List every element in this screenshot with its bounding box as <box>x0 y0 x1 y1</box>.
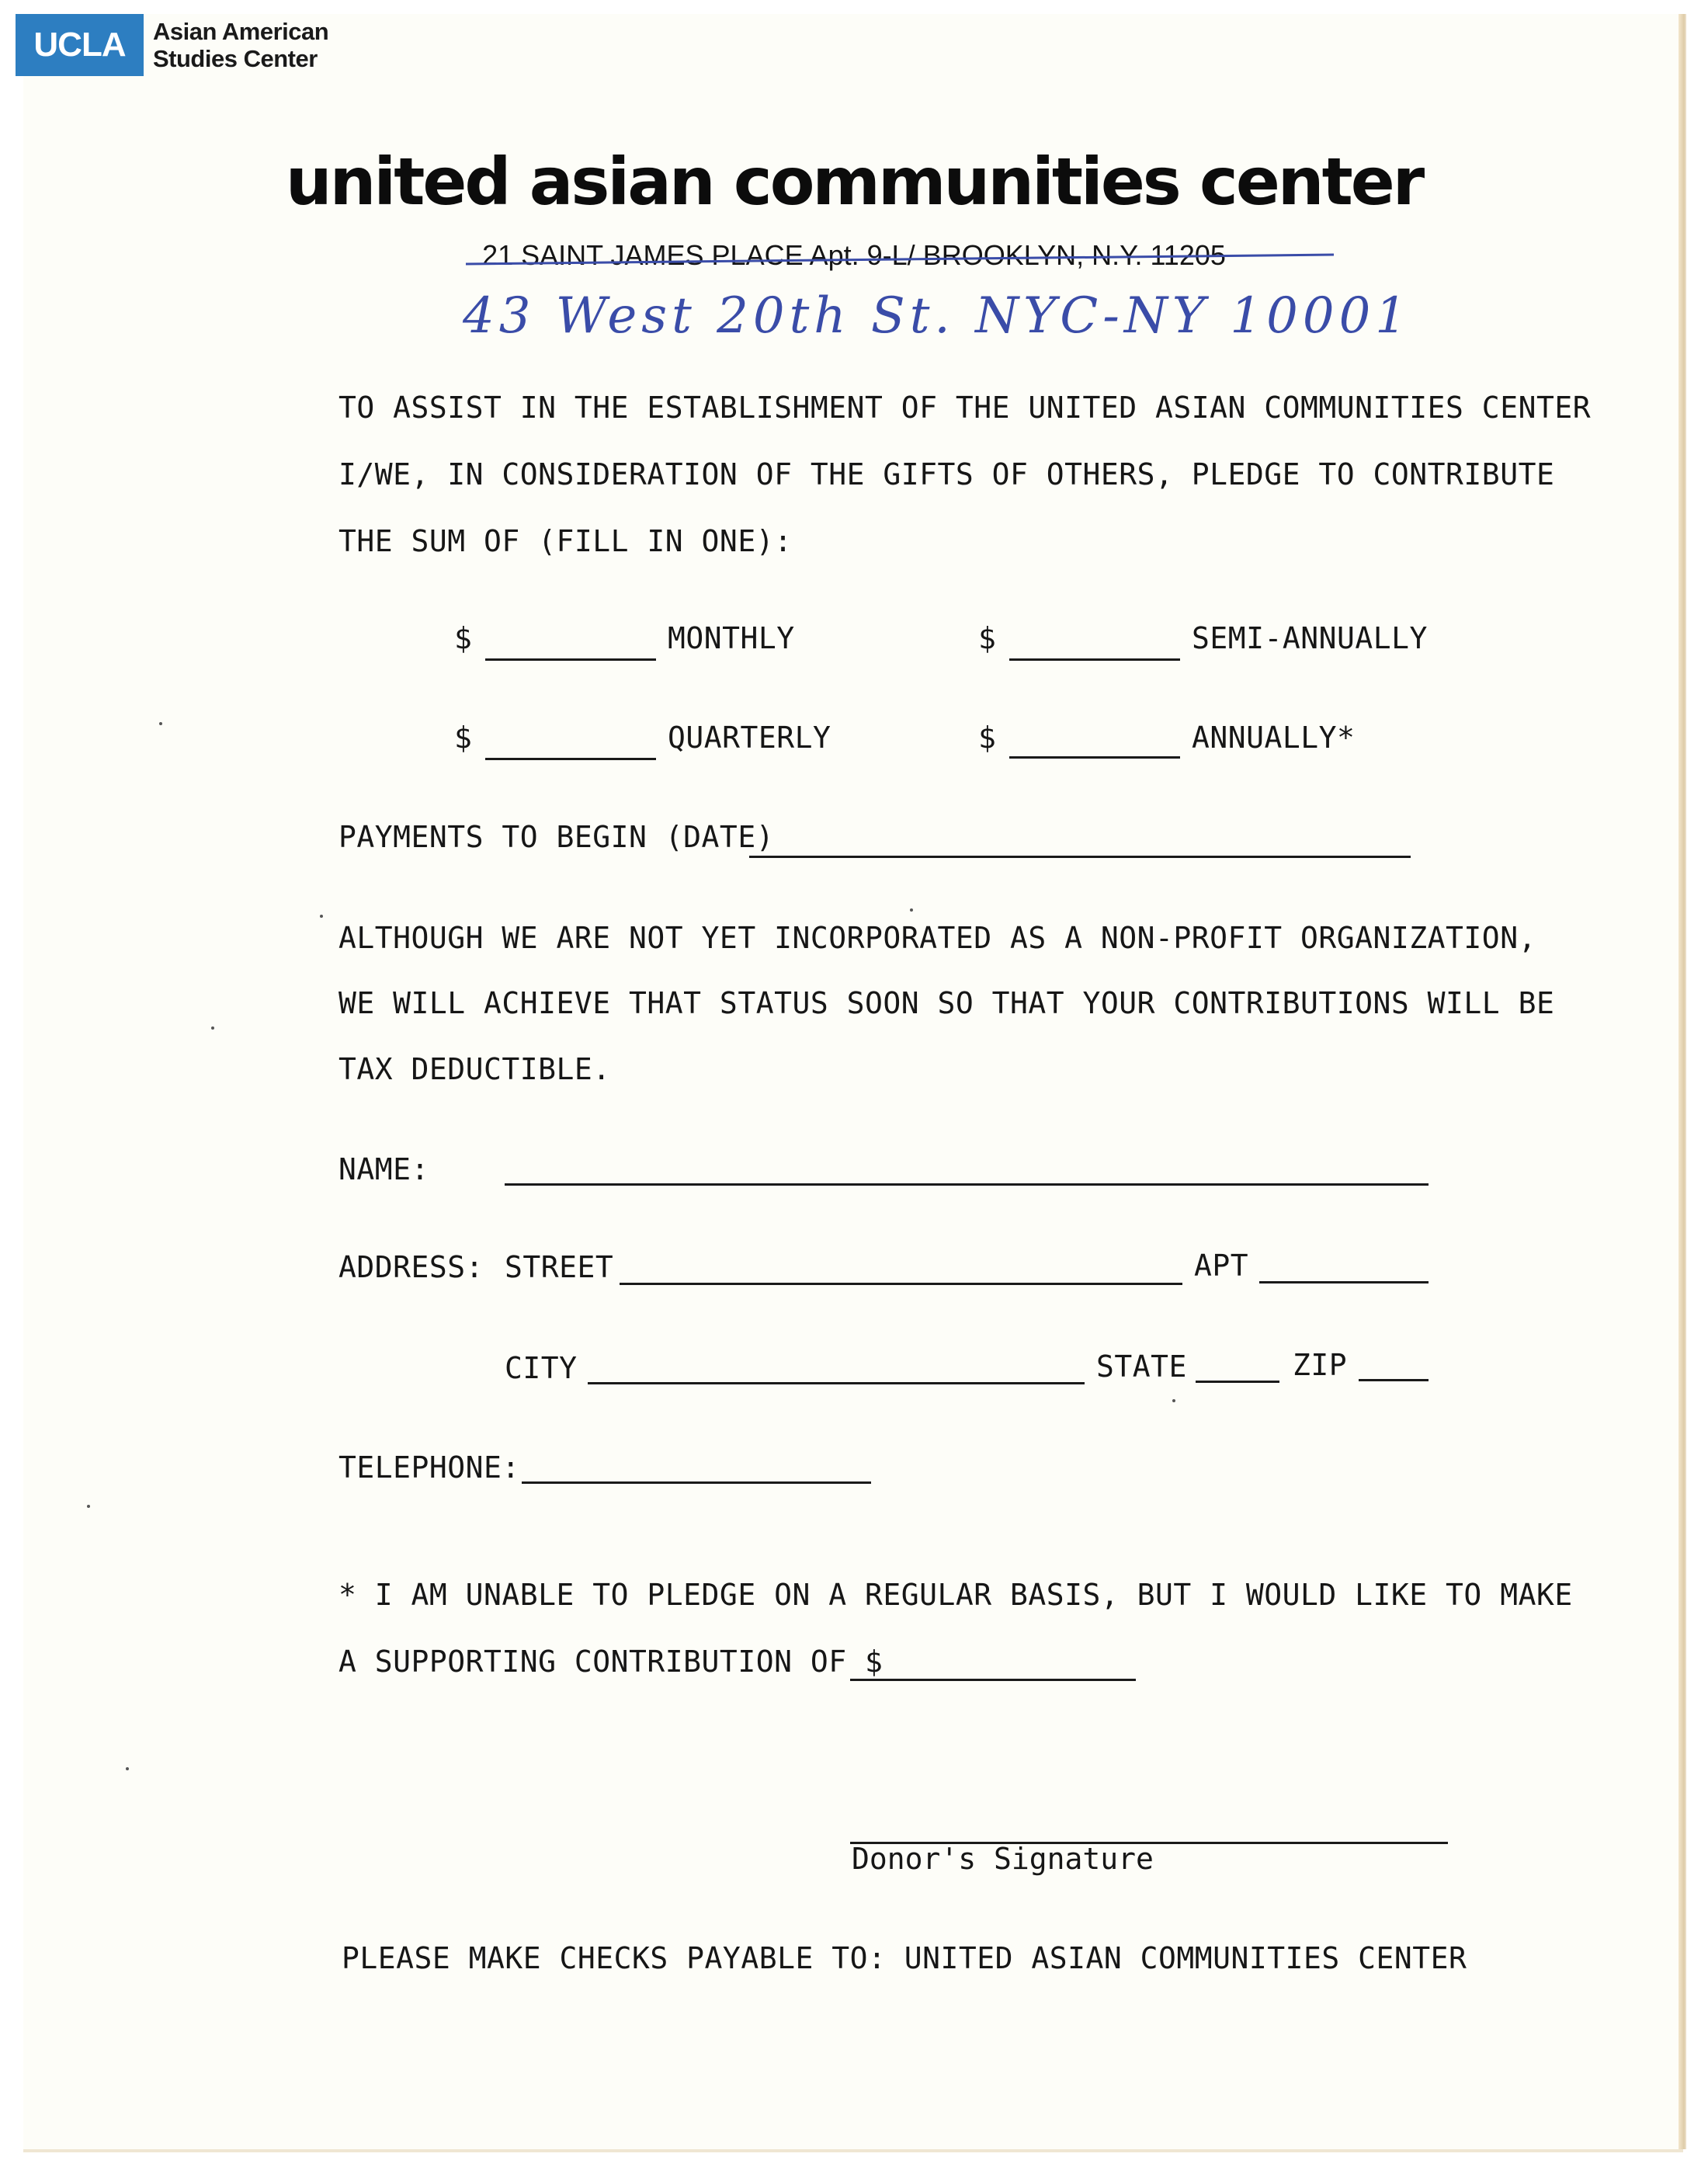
annually-label: ANNUALLY* <box>1192 721 1356 755</box>
pledge-line-3: THE SUM OF (FILL IN ONE): <box>338 524 793 558</box>
telephone-line[interactable] <box>522 1481 871 1484</box>
annually-amount-line[interactable] <box>1009 756 1180 759</box>
monthly-amount-line[interactable] <box>485 658 656 661</box>
city-label: CITY <box>505 1351 578 1385</box>
paper-speck <box>1172 1399 1175 1402</box>
street-label: STREET <box>505 1250 614 1284</box>
currency-quarterly: $ <box>454 721 473 755</box>
paper-speck <box>87 1505 90 1508</box>
supporting-line-2: A SUPPORTING CONTRIBUTION OF $ <box>338 1645 884 1679</box>
state-label: STATE <box>1096 1349 1187 1384</box>
notice-line-3: TAX DEDUCTIBLE. <box>338 1052 611 1086</box>
street-line[interactable] <box>620 1283 1182 1285</box>
paper-speck <box>211 1026 214 1030</box>
zip-label: ZIP <box>1293 1348 1348 1382</box>
paper-speck <box>910 908 913 912</box>
payments-begin-label: PAYMENTS TO BEGIN (DATE) <box>338 820 775 854</box>
payments-begin-date-line[interactable] <box>749 856 1411 858</box>
supporting-line-1: * I AM UNABLE TO PLEDGE ON A REGULAR BASIS, BUT I WOULD LIKE TO MAKE <box>338 1578 1573 1612</box>
printed-address: 21 SAINT JAMES PLACE Apt. 9-L/ BROOKLYN, N.Y. 11205 <box>482 239 1226 271</box>
telephone-label: TELEPHONE: <box>338 1450 520 1485</box>
currency-monthly: $ <box>454 621 473 655</box>
pledge-line-1: TO ASSIST IN THE ESTABLISHMENT OF THE UNITED ASIAN COMMUNITIES CENTER <box>338 391 1592 425</box>
apt-line[interactable] <box>1259 1281 1429 1283</box>
currency-annually: $ <box>978 721 997 755</box>
currency-semi-annually: $ <box>978 621 997 655</box>
state-line[interactable] <box>1196 1381 1279 1383</box>
semi-annually-amount-line[interactable] <box>1009 658 1180 661</box>
paper-edge <box>1678 14 1685 2149</box>
ucla-logo <box>16 14 328 76</box>
quarterly-label: QUARTERLY <box>668 721 831 755</box>
supporting-amount-line[interactable] <box>850 1679 1136 1681</box>
signature-label: Donor's Signature <box>852 1842 1154 1876</box>
notice-line-1: ALTHOUGH WE ARE NOT YET INCORPORATED AS A NON-PROFIT ORGANIZATION, <box>338 921 1536 955</box>
monthly-label: MONTHLY <box>668 621 795 655</box>
pledge-line-2: I/WE, IN CONSIDERATION OF THE GIFTS OF OTHERS, PLEDGE TO CONTRIBUTE <box>338 457 1555 491</box>
notice-line-2: WE WILL ACHIEVE THAT STATUS SOON SO THAT YOUR CONTRIBUTIONS WILL BE <box>338 986 1555 1020</box>
address-label: ADDRESS: <box>338 1250 484 1284</box>
paper-speck <box>126 1767 129 1770</box>
quarterly-amount-line[interactable] <box>485 758 656 760</box>
paper-speck <box>159 722 162 725</box>
apt-label: APT <box>1194 1249 1249 1283</box>
ucla-wordmark: UCLA <box>16 14 144 76</box>
handwritten-address: 43 West 20th St. NYC-NY 10001 <box>463 287 1411 345</box>
organization-title: united asian communities center <box>285 144 1423 220</box>
semi-annually-label: SEMI-ANNUALLY <box>1192 621 1428 655</box>
city-line[interactable] <box>588 1382 1085 1384</box>
center-name <box>153 18 328 72</box>
name-line[interactable] <box>505 1183 1429 1186</box>
center-name-line2: Studies Center <box>153 45 318 72</box>
center-name-line1: Asian American <box>153 18 329 45</box>
name-label: NAME: <box>338 1152 429 1186</box>
checks-payable-line: PLEASE MAKE CHECKS PAYABLE TO: UNITED ASIAN COMMUNITIES CENTER <box>342 1941 1467 1975</box>
zip-line[interactable] <box>1359 1379 1429 1381</box>
paper-speck <box>320 915 323 918</box>
